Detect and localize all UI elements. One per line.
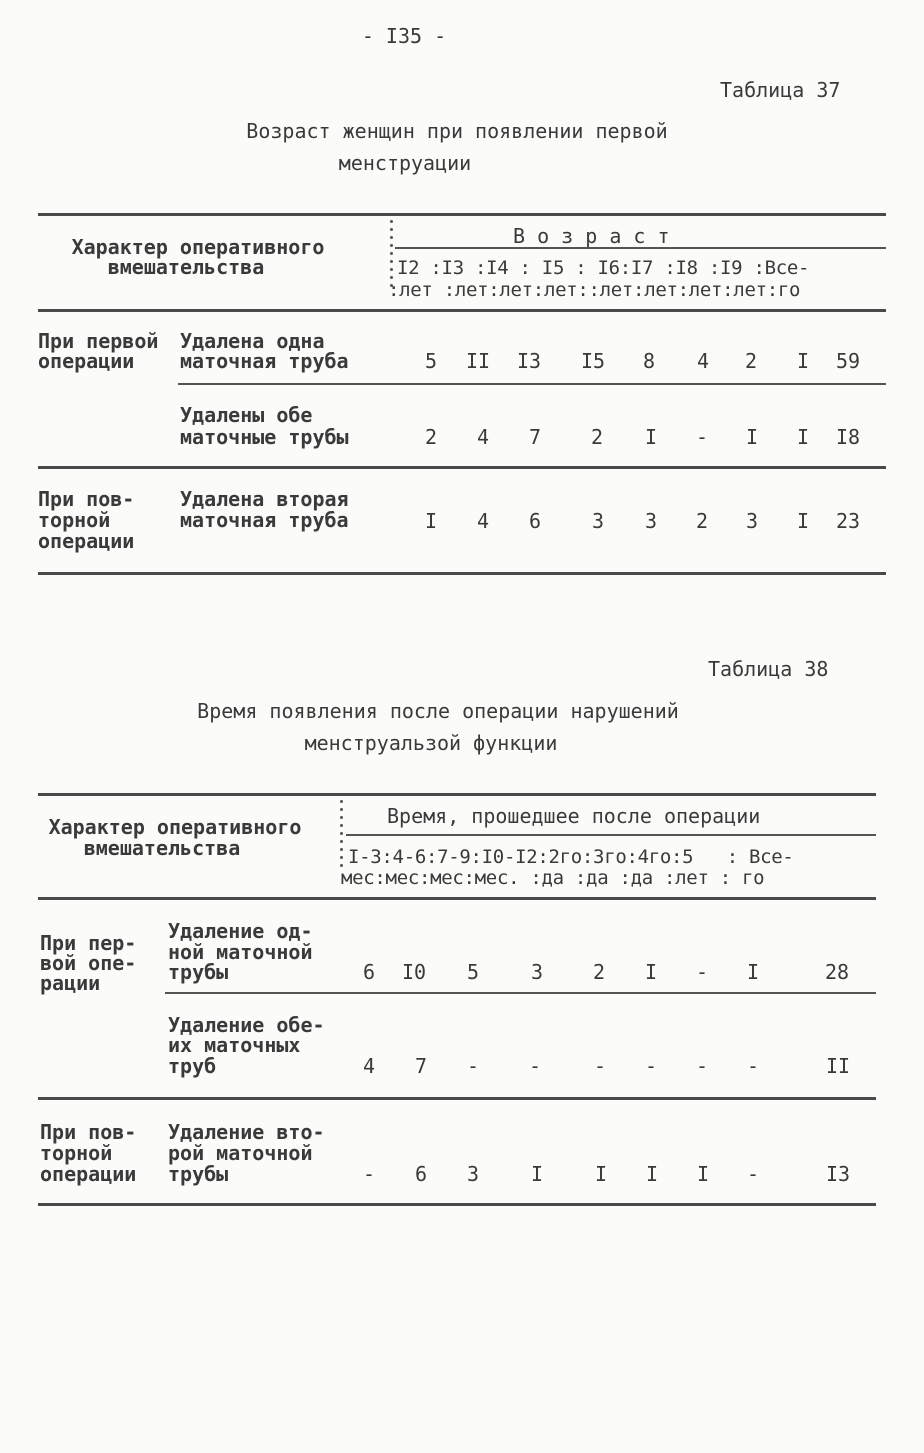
table-37-row-rule [178,383,886,385]
table-37-cell: I [796,509,810,533]
table-38-cell: - [746,1054,760,1078]
table-37-row1-desc-line2: маточная труба [180,349,349,373]
table-38-cell: 2 [592,960,606,984]
table-38-time-row1: I-3:4-6:7-9:I0-I2:2го:3го:4го:5 : Все- [348,846,794,868]
table-38-title-line1: Время появления после операции нарушений [197,699,679,723]
table-38-row3-group-line2: торной [40,1141,113,1165]
table-37-cell: I [796,425,810,449]
table-37-cell: 5 [424,349,438,373]
table-37-title-line1: Возраст женщин при появлении первой [246,119,668,143]
table-38-row3-desc-line1: Удаление вто- [168,1120,325,1144]
table-37-head-left-line2: вмешательства [107,255,265,279]
table-38-cell: I [530,1162,544,1186]
table-38-row3-desc-line3: трубы [168,1162,229,1186]
table-37-cell: 59 [835,349,861,373]
table-38-cell: 6 [414,1162,428,1186]
table-38-row1-desc-line1: Удаление од- [168,919,313,943]
table-37-row2-desc-line2: маточные трубы [180,425,349,449]
table-38-row3-desc-line2: рой маточной [168,1141,313,1165]
table-37-section-rule [38,466,886,469]
table-38-cell: - [695,1054,709,1078]
table-38-head-rule [38,897,876,900]
table-38-cell: - [644,1054,658,1078]
table-38-cell: - [466,1054,480,1078]
table-37-cell: 23 [835,509,861,533]
table-38-top-rule [38,793,876,796]
table-38-label: Таблица 38 [708,657,829,681]
table-37-row1-desc-line1: Удалена одна [180,329,325,353]
table-38-cell: 6 [362,960,376,984]
table-37-cell: I8 [835,425,861,449]
table-37-row1-group-line1: При первой [38,329,159,353]
table-37-head-rule [38,309,886,312]
table-37-cell: 7 [528,425,542,449]
table-37-head-left-line1: Характер оперативного [71,235,325,259]
table-37-row2-desc-line1: Удалены обе [180,403,313,427]
table-38-cell: I3 [825,1162,851,1186]
table-37-cell: 4 [476,509,490,533]
table-38-bottom-rule [38,1203,876,1206]
table-37-row3-desc-line2: маточная труба [180,508,349,532]
table-38-cell: - [746,1162,760,1186]
table-37-cell: 4 [476,425,490,449]
table-37-top-rule [38,213,886,216]
table-38-head-left-line2: вмешательства [83,836,241,860]
table-38-cell: II [825,1054,851,1078]
table-37-cell: I [644,425,658,449]
table-38-time-row2: мес:мес:мес:мес. :да :да :да :лет : го [341,867,765,889]
table-37-cell: 2 [695,509,709,533]
table-37-cell: 3 [591,509,605,533]
table-37-cell: 2 [590,425,604,449]
table-38-cell: 4 [362,1054,376,1078]
table-38-cell: I [644,960,658,984]
table-38-section-rule [38,1097,876,1100]
table-37-row3-group-line1: При пов- [38,487,135,511]
table-37-cell: 8 [642,349,656,373]
table-38-cell: 3 [530,960,544,984]
table-37-row1-group-line2: операции [38,349,135,373]
table-38-row-rule [165,992,876,994]
table-38-group-rule [346,834,876,836]
table-38-cell: I0 [401,960,427,984]
table-37-cell: 4 [696,349,710,373]
table-38-cell: - [593,1054,607,1078]
table-38-row1-desc-line2: ной маточной [168,940,313,964]
table-37-cell: I [424,509,438,533]
table-37-row3-group-line2: торной [38,508,111,532]
table-37-cell: 6 [528,509,542,533]
table-38-cell: 28 [824,960,850,984]
table-38-head-separator [340,800,343,872]
table-38-head-group: Время, прошедшее после операции [387,804,761,828]
table-38-cell: 7 [414,1054,428,1078]
table-38-cell: - [362,1162,376,1186]
table-37-cell: 3 [644,509,658,533]
table-37-age-row1: I2 :I3 :I4 : I5 : I6:I7 :I8 :I9 :Все- [397,257,810,279]
table-38-row1-group-line2: вой опе- [40,951,137,975]
table-38-cell: 5 [466,960,480,984]
table-37-cell: - [695,425,709,449]
table-38-cell: - [695,960,709,984]
table-37-head-group: В о з р а с т [513,224,670,248]
table-37-cell: II [465,349,491,373]
table-38-cell: I [746,960,760,984]
table-38-row3-group-line1: При пов- [40,1120,137,1144]
table-37-bottom-rule [38,572,886,575]
table-37-title-line2: менструации [338,151,472,175]
table-37-row3-desc-line1: Удалена вторая [180,487,349,511]
table-38-head-left-line1: Характер оперативного [48,815,302,839]
table-38-cell: I [594,1162,608,1186]
table-37-cell: I5 [580,349,606,373]
table-37-label: Таблица 37 [720,78,841,102]
table-38-row2-desc-line3: труб [168,1054,217,1078]
table-37-row3-group-line3: операции [38,529,135,553]
table-38-row1-desc-line3: трубы [168,960,229,984]
table-37-age-row2: :лет :лет:лет:лет::лет:лет:лет:лет:го [388,279,801,301]
table-38-cell: I [645,1162,659,1186]
table-37-cell: I [745,425,759,449]
table-38-row1-group-line1: При пер- [40,931,137,955]
table-38-title-line2: менструальзой функции [304,731,558,755]
table-37-cell: 2 [424,425,438,449]
page-number: - I35 - [361,24,447,48]
table-38-cell: I [696,1162,710,1186]
table-38-row2-desc-line2: их маточных [168,1033,301,1057]
table-38-cell: 3 [466,1162,480,1186]
table-38-row3-group-line3: операции [40,1162,137,1186]
table-38-row1-group-line3: рации [40,971,101,995]
table-37-group-rule [395,247,886,249]
table-37-cell: 2 [744,349,758,373]
table-37-cell: 3 [745,509,759,533]
table-37-cell: I3 [516,349,542,373]
table-38-cell: - [528,1054,542,1078]
table-37-cell: I [796,349,810,373]
table-38-row2-desc-line1: Удаление обе- [168,1013,325,1037]
